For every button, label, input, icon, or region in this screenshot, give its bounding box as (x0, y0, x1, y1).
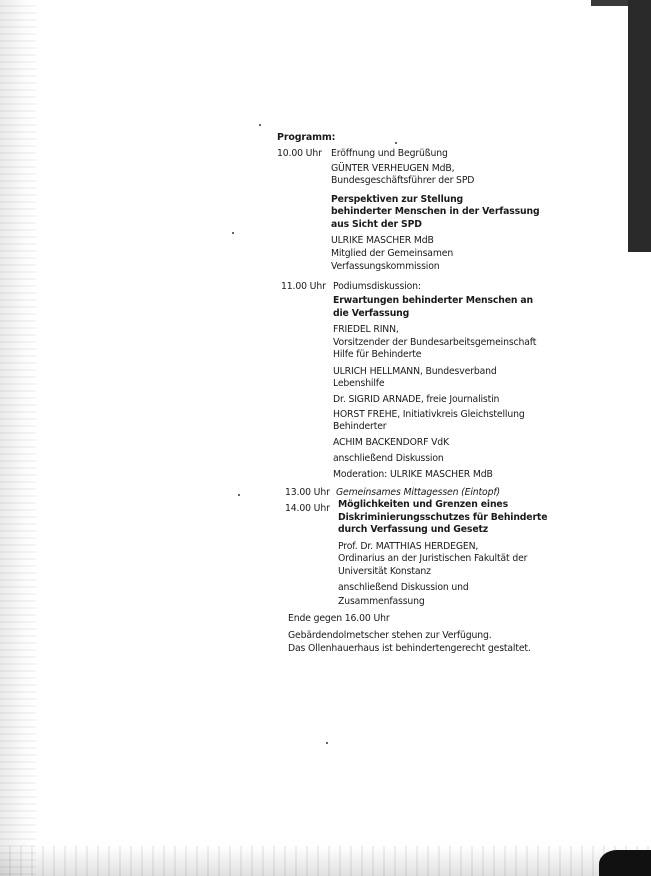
speaker-line: Mitglied der Gemeinsamen (331, 248, 454, 259)
speaker-line: FRIEDEL RINN, (333, 324, 399, 335)
scan-edge-bottom (0, 846, 651, 876)
topic-line: aus Sicht der SPD (331, 219, 422, 230)
program-heading: Programm: (277, 132, 336, 143)
moderation-line: Moderation: ULRIKE MASCHER MdB (333, 469, 493, 480)
speaker-line: Verfassungskommission (331, 261, 440, 272)
topic-line: durch Verfassung und Gesetz (338, 524, 489, 535)
topic-line: Erwartungen behinderter Menschen an (333, 295, 534, 306)
scan-corner-shadow (599, 850, 651, 876)
topic-line: die Verfassung (333, 308, 410, 319)
scan-speck (232, 232, 234, 234)
discussion-line: anschließend Diskussion (333, 453, 444, 464)
speaker-line: ULRIKE MASCHER MdB (331, 235, 434, 246)
time-14: 14.00 Uhr (285, 503, 330, 514)
speaker-line: GÜNTER VERHEUGEN MdB, (331, 163, 455, 174)
speaker-line: Universität Konstanz (338, 566, 431, 577)
time-11: 11.00 Uhr (281, 281, 326, 292)
scan-speck (238, 494, 240, 496)
scan-edge-right-bar (628, 0, 651, 252)
speaker-line: Prof. Dr. MATTHIAS HERDEGEN, (338, 541, 479, 552)
discussion-line: Zusammenfassung (338, 596, 425, 607)
topic-line: behinderter Menschen in der Verfassung (331, 206, 540, 217)
speaker-line: ULRICH HELLMANN, Bundesverband (333, 366, 497, 377)
speaker-line: Lebenshilfe (333, 378, 385, 389)
note-line: Das Ollenhauerhaus ist behindertengerecht gestaltet. (288, 643, 531, 654)
item-podium-title: Podiumsdiskussion: (333, 281, 421, 292)
end-time: Ende gegen 16.00 Uhr (288, 613, 390, 624)
scan-edge-left (0, 0, 36, 876)
item-opening-title: Eröffnung und Begrüßung (331, 148, 448, 159)
speaker-line: Ordinarius an der Juristischen Fakultät der (338, 553, 528, 564)
time-10: 10.00 Uhr (277, 148, 322, 159)
topic-line: Möglichkeiten und Grenzen eines (338, 499, 508, 510)
speaker-line: Vorsitzender der Bundesarbeitsgemeinschaft (333, 337, 537, 348)
scan-speck (326, 742, 328, 744)
scan-speck (259, 124, 261, 126)
time-13: 13.00 Uhr (285, 487, 330, 498)
topic-line: Diskriminierungsschutzes für Behinderte (338, 512, 548, 523)
note-line: Gebärdendolmetscher stehen zur Verfügung. (288, 630, 492, 641)
discussion-line: anschließend Diskussion und (338, 582, 469, 593)
topic-line: Perspektiven zur Stellung (331, 194, 464, 205)
speaker-line: Dr. SIGRID ARNADE, freie Journalistin (333, 394, 500, 405)
speaker-line: Hilfe für Behinderte (333, 349, 422, 360)
item-lunch-title: Gemeinsames Mittagessen (Eintopf) (336, 487, 500, 498)
speaker-line: ACHIM BACKENDORF VdK (333, 437, 449, 448)
speaker-line: HORST FREHE, Initiativkreis Gleichstellung (333, 409, 525, 420)
speaker-line: Behinderter (333, 421, 387, 432)
scan-speck (395, 142, 397, 144)
speaker-line: Bundesgeschäftsführer der SPD (331, 175, 475, 186)
